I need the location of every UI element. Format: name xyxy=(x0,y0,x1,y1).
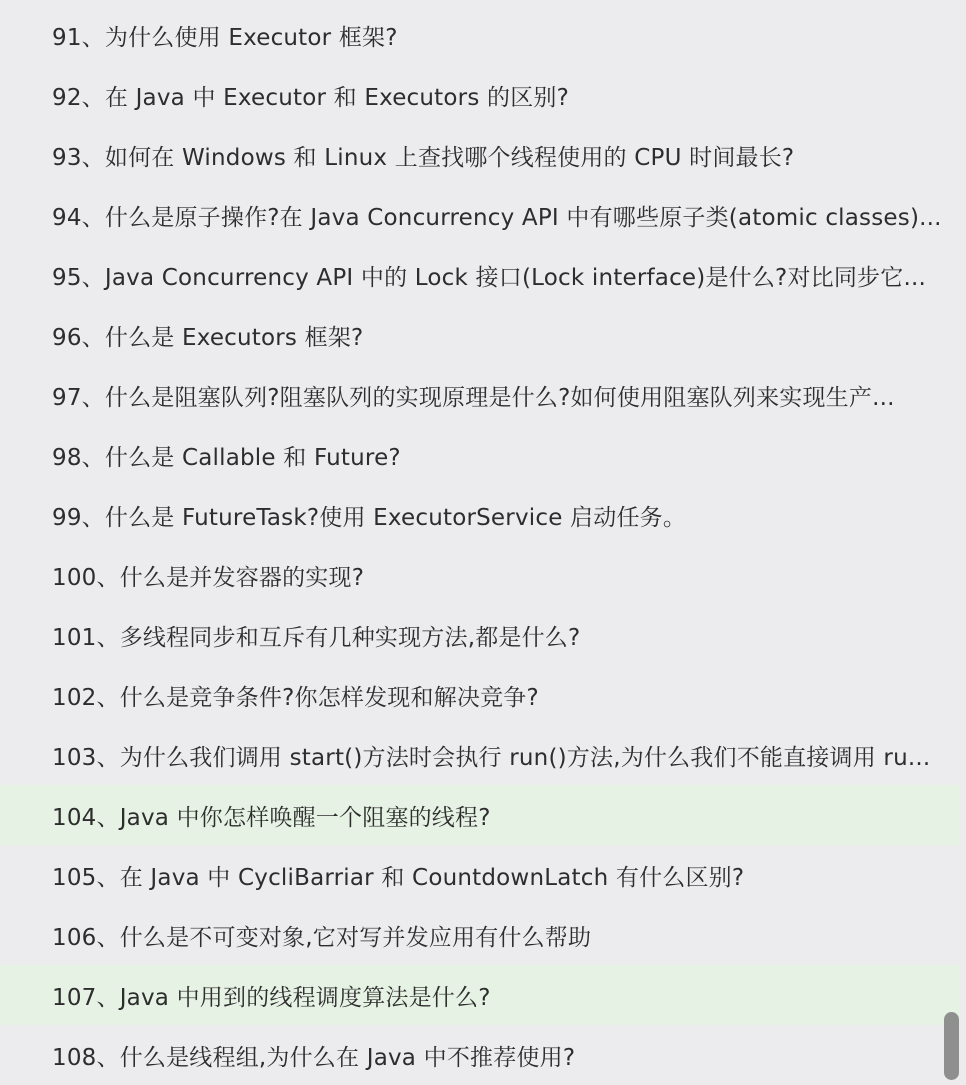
question-text: 106、什么是不可变对象,它对写并发应用有什么帮助 xyxy=(52,924,592,951)
question-text: 104、Java 中你怎样唤醒一个阻塞的线程? xyxy=(52,804,491,831)
question-text: 108、什么是线程组,为什么在 Java 中不推荐使用? xyxy=(52,1044,576,1071)
list-item[interactable] xyxy=(0,425,960,485)
list-item[interactable] xyxy=(0,725,960,785)
list-item[interactable] xyxy=(0,125,960,185)
list-item-highlighted[interactable] xyxy=(0,785,960,845)
question-text: 95、Java Concurrency API 中的 Lock 接口(Lock interface)是什么?对比同步它... xyxy=(52,264,926,291)
question-text: 105、在 Java 中 CycliBarriar 和 CountdownLatch 有什么区别? xyxy=(52,864,745,891)
list-item[interactable] xyxy=(0,185,960,245)
question-text: 97、什么是阻塞队列?阻塞队列的实现原理是什么?如何使用阻塞队列来实现生产... xyxy=(52,384,895,411)
list-item[interactable] xyxy=(0,485,960,545)
question-text: 107、Java 中用到的线程调度算法是什么? xyxy=(52,984,491,1011)
list-item-highlighted[interactable] xyxy=(0,965,960,1025)
list-item[interactable] xyxy=(0,365,960,425)
question-text: 91、为什么使用 Executor 框架? xyxy=(52,24,398,51)
list-item[interactable] xyxy=(0,905,960,965)
list-item[interactable] xyxy=(0,305,960,365)
question-text: 103、为什么我们调用 start()方法时会执行 run()方法,为什么我们不能直接调用 ru... xyxy=(52,744,931,771)
question-list xyxy=(0,5,960,1085)
question-text: 100、什么是并发容器的实现? xyxy=(52,564,365,591)
list-item[interactable] xyxy=(0,5,960,65)
question-text: 102、什么是竞争条件?你怎样发现和解决竞争? xyxy=(52,684,539,711)
list-item[interactable] xyxy=(0,65,960,125)
list-item[interactable] xyxy=(0,1025,960,1085)
list-item[interactable] xyxy=(0,845,960,905)
scrollbar-thumb[interactable] xyxy=(944,1012,959,1080)
question-text: 94、什么是原子操作?在 Java Concurrency API 中有哪些原子类(atomic classes)... xyxy=(52,204,942,231)
list-item[interactable] xyxy=(0,665,960,725)
question-text: 101、多线程同步和互斥有几种实现方法,都是什么? xyxy=(52,624,581,651)
question-text: 92、在 Java 中 Executor 和 Executors 的区别? xyxy=(52,84,570,111)
question-text: 93、如何在 Windows 和 Linux 上查找哪个线程使用的 CPU 时间最长? xyxy=(52,144,795,171)
list-item[interactable] xyxy=(0,605,960,665)
list-item[interactable] xyxy=(0,545,960,605)
list-item[interactable] xyxy=(0,245,960,305)
question-text: 99、什么是 FutureTask?使用 ExecutorService 启动任务。 xyxy=(52,504,687,531)
question-text: 98、什么是 Callable 和 Future? xyxy=(52,444,401,471)
question-text: 96、什么是 Executors 框架? xyxy=(52,324,364,351)
